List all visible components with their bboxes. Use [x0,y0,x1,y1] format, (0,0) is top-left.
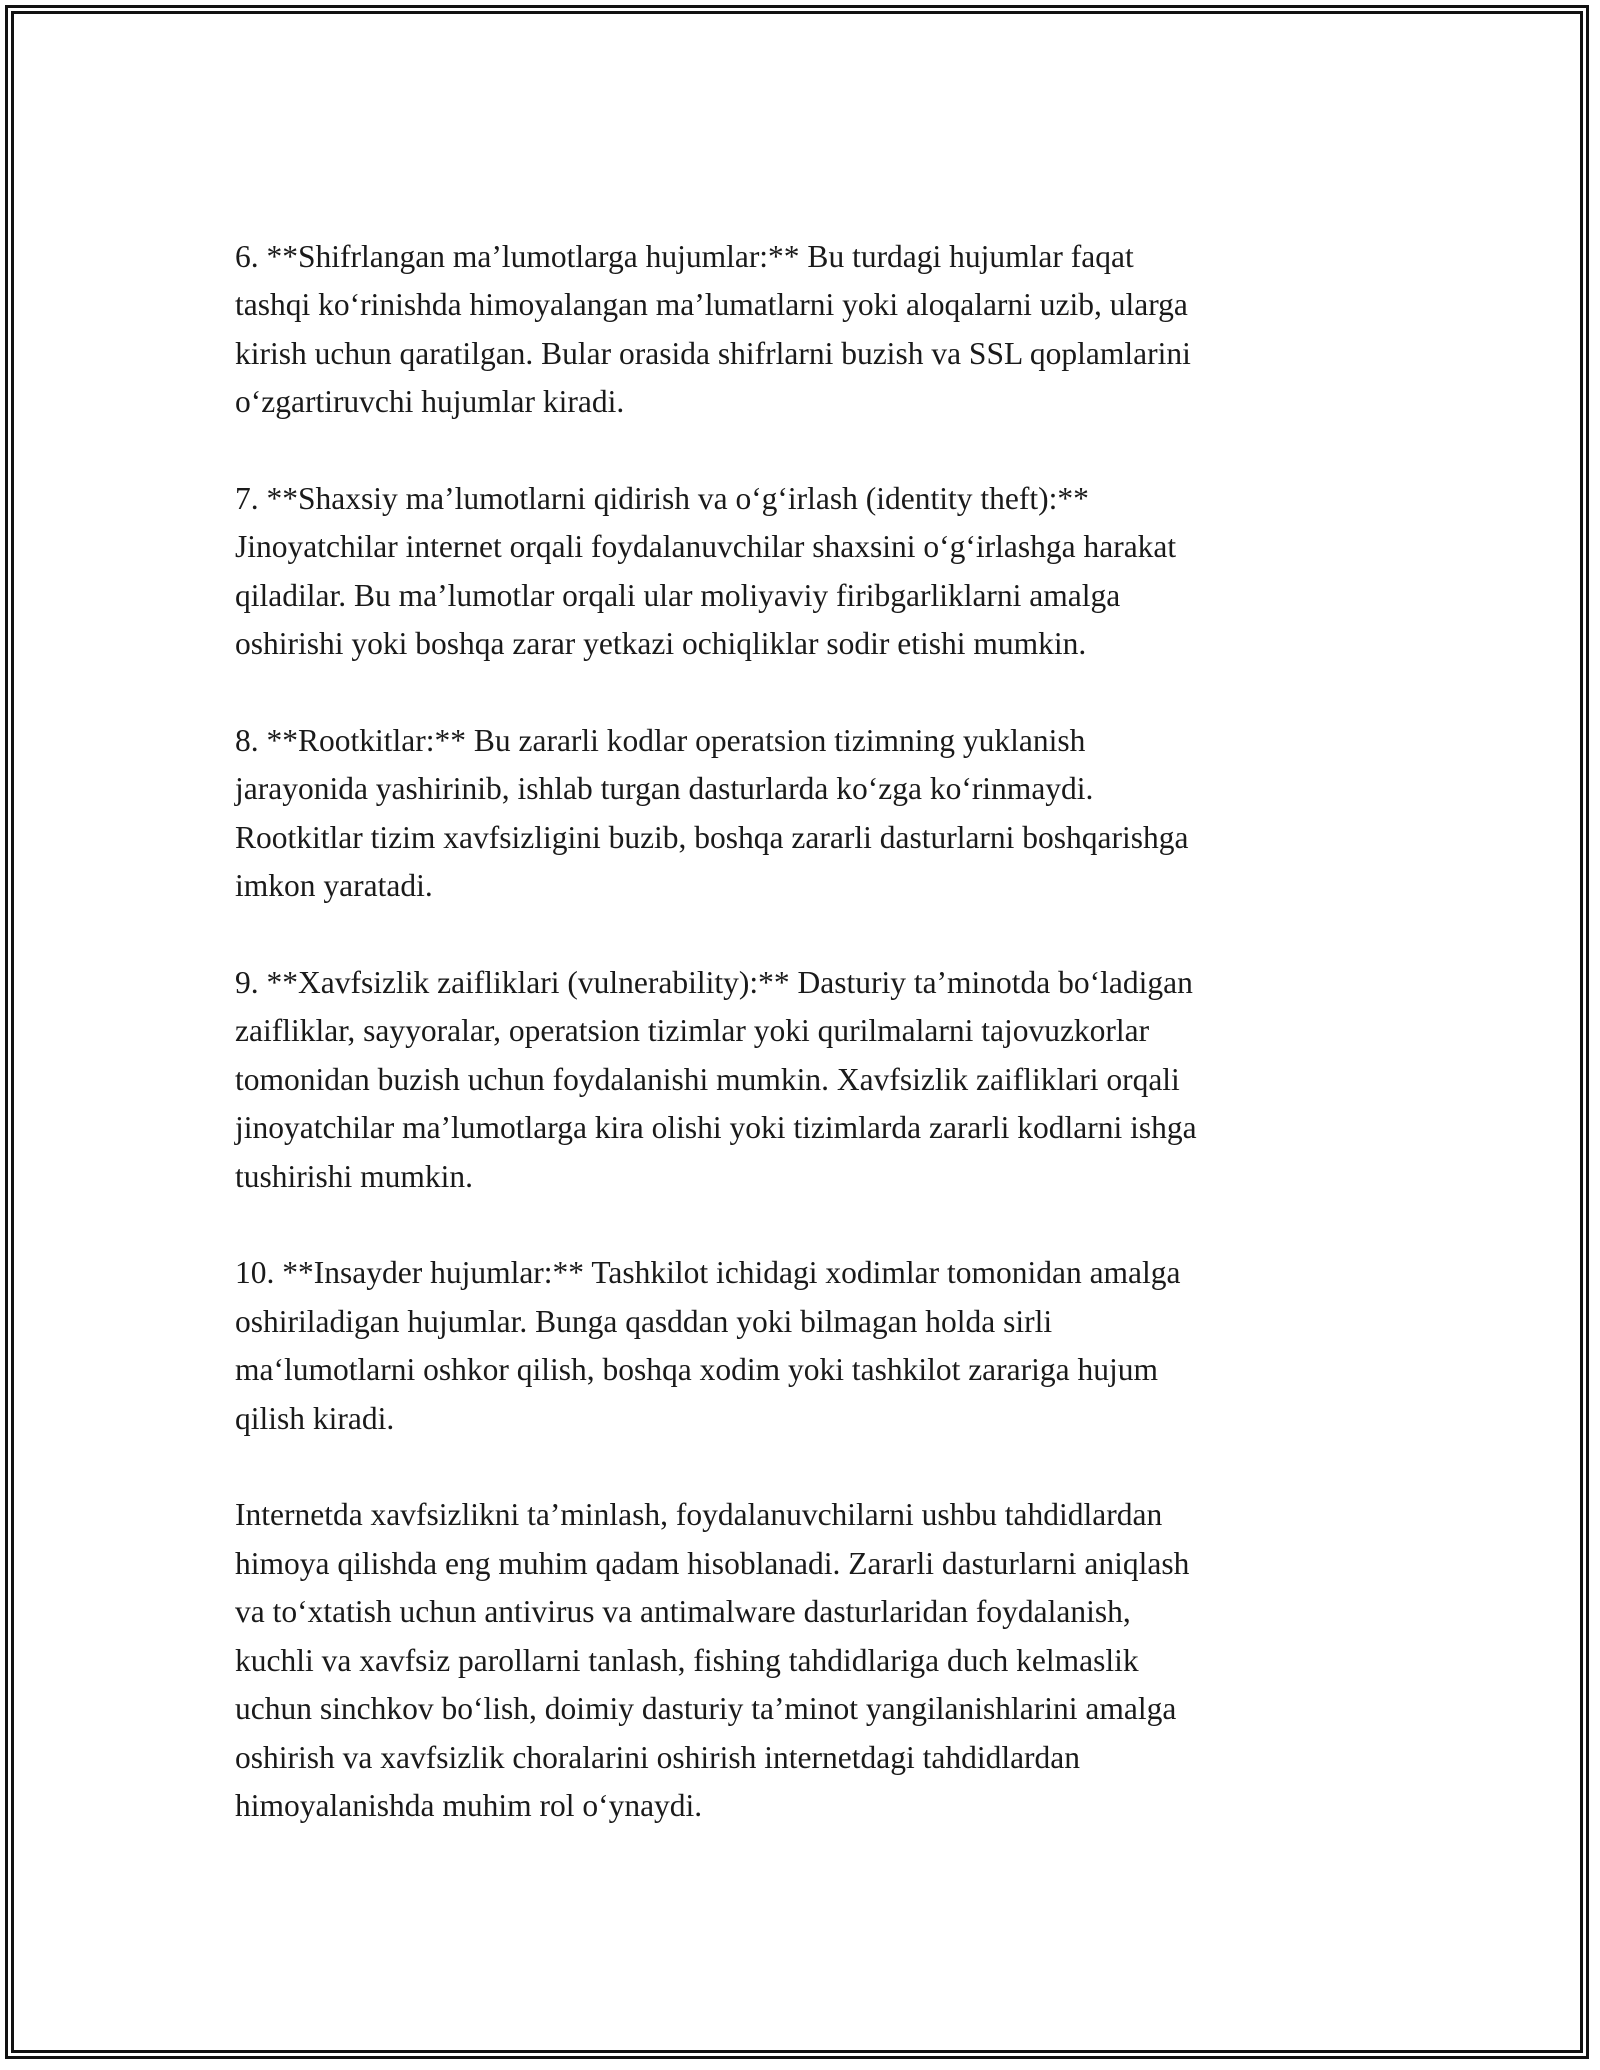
document-body [235,233,1375,1830]
paragraph-6-encrypted-data-attacks: 6. **Shifrlangan ma’lumotlarga hujumlar:** Bu turdagi hujumlar faqat tashqi ko‘rinishda himoyalangan ma’lumatlarni yoki aloqalarni uzib, ularga kirish uchun qaratilgan. Bular orasida shifrlarni buzish va SSL qoplamlarini o‘zgartiruvchi hujumlar kiradi. [235,239,1191,420]
paragraph-9-vulnerabilities: 9. **Xavfsizlik zaifliklari (vulnerability):** Dasturiy ta’minotda bo‘ladigan zaifliklar, sayyoralar, operatsion tizimlar yoki qurilmalarni tajovuzkorlar tomonidan buzish uchun foydalanishi mumkin. Xavfsizlik zaifliklari orqali jinoyatchilar ma’lumotlarga kira olishi yoki tizimlarda zararli kodlarni ishga tushirishi mumkin. [235,965,1197,1194]
paragraph-7-identity-theft: 7. **Shaxsiy ma’lumotlarni qidirish va o‘g‘irlash (identity theft):** Jinoyatchilar internet orqali foydalanuvchilar shaxsini o‘g‘irlashga harakat qiladilar. Bu ma’lumotlar orqali ular moliyaviy firibgarliklarni amalga oshirishi yoki boshqa zarar yetkazi ochiqliklar sodir etishi mumkin. [235,481,1177,662]
paragraph-8-rootkits: 8. **Rootkitlar:** Bu zararli kodlar operatsion tizimning yuklanish jarayonida yashirinib, ishlab turgan dasturlarda ko‘zga ko‘rinmaydi. Rootkitlar tizim xavfsizligini buzib, boshqa zararli dasturlarni boshqarishga imkon yaratadi. [235,723,1189,904]
paragraph-conclusion: Internetda xavfsizlikni ta’minlash, foydalanuvchilarni ushbu tahdidlardan himoya qilishda eng muhim qadam hisoblanadi. Zararli dasturlarni aniqlash va to‘xtatish uchun antivirus va antimalware dasturlaridan foydalanish, kuchli va xavfsiz parollarni tanlash, fishing tahdidlariga duch kelmaslik uchun sinchkov bo‘lish, doimiy dasturiy ta’minot yangilanishlarini amalga oshirish va xavfsizlik choralarini oshirish internetdagi tahdidlardan himoyalanishda muhim rol o‘ynaydi. [235,1497,1190,1823]
paragraph-10-insider-attacks: 10. **Insayder hujumlar:** Tashkilot ichidagi xodimlar tomonidan amalga oshiriladigan hujumlar. Bunga qasddan yoki bilmagan holda sirli ma‘lumotlarni oshkor qilish, boshqa xodim yoki tashkilot zarariga hujum qilish kiradi. [235,1255,1181,1436]
